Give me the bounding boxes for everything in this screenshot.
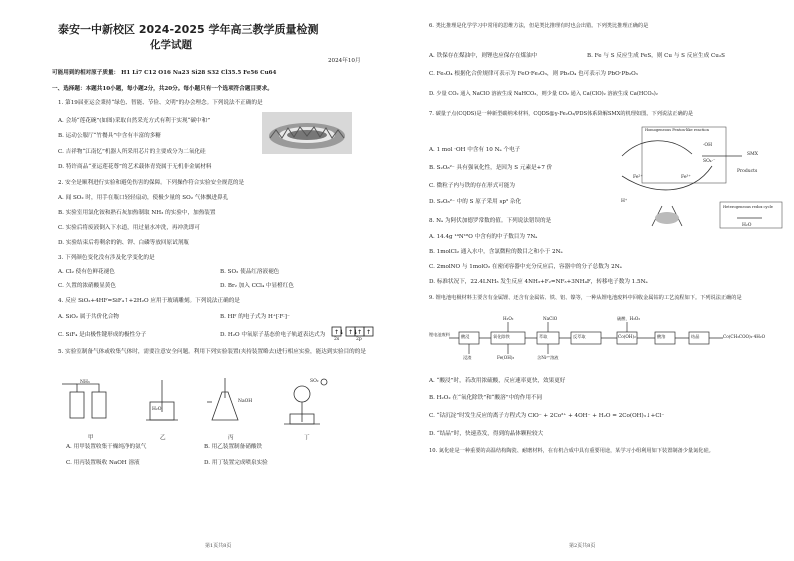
exam-page-right (397, 0, 794, 561)
apparatus-label-yi: 乙 (160, 435, 166, 441)
question-5-stem: 5. 实验室制备气体或收集气体时，需要注意安全问题。利用下列实验装置(夹持装置略去)进行相应实验，能达到实验目的的是 (58, 349, 366, 355)
q7-mechanism-diagram (602, 126, 784, 236)
question-6-stem: 6. 类比推理是化学学习中常用的思维方法，但是类比推理有时也会出错。下列类比推理正确的是 (429, 23, 649, 29)
apparatus-label-ding: 丁 (304, 435, 310, 441)
apparatus-label-bing: 丙 (228, 435, 234, 441)
question-6-option-c: C. Fe₃O₄ 根据化合价规律可表示为 FeO·Fe₂O₃，则 Pb₃O₄ 也可表示为 PbO·Pb₂O₃ (429, 71, 638, 77)
question-2-stem: 2. 安全是顺利进行实验和避免伤害的保障。下列操作符合实验安全规范的是 (58, 180, 245, 186)
question-5-option-b: B. 用乙装置制备硝酸铁 (204, 444, 263, 450)
svg-text:↑↓: ↑↓ (334, 329, 345, 336)
question-8-option-c: C. 2molNO 与 1molO₂ 在密闭容器中充分反应后，容器中的分子总数为 2Nₐ (429, 264, 622, 270)
flow-label-naclo: NaClO (543, 316, 558, 321)
question-2-option-d: D. 实验结束后将剩余的钠、钾、白磷等放回原试剂瓶 (58, 240, 189, 246)
question-9-option-a: A. “酸浸”时，若改用浓硫酸，反应速率更快，效果更好 (429, 378, 566, 384)
question-5-option-a: A. 用甲装置收集干燥纯净的氨气 (66, 444, 147, 450)
apparatus-label-jia: 甲 (88, 435, 94, 441)
question-3-option-c: C. 久置的浓硝酸显黄色 (58, 283, 116, 289)
flow-label-sulfuric-h2o2: 硫酸、H₂O₂ (617, 316, 641, 321)
question-7-option-a: A. 1 mol ·OH 中含有 10 Nₐ 个电子 (429, 147, 521, 153)
orbital-diagram (330, 326, 382, 346)
question-9-option-b: B. H₂O₂ 在“氧化除铁”和“酸溶”中的作用不同 (429, 395, 543, 401)
question-1-option-d: D. 特许商品“亚运莲花尊”的艺术载体青瓷属于无机非金属材料 (58, 164, 212, 170)
question-7-option-c: C. 微粒子内与铁的存在形式可能为 (429, 183, 515, 189)
q9-flow-chart (427, 318, 789, 370)
flow-label-acid-dissolve: 酸溶 (657, 334, 666, 339)
question-9-option-d: D. “结晶”时，快速蒸发，得到的晶体颗粒较大 (429, 431, 544, 437)
exam-title: 泰安一中新校区 2024-2025 学年高三教学质量检测 (58, 23, 319, 36)
question-1-stem: 1. 第19届亚运会秉持“绿色、智能、节俭、文明”的办会理念。下列说法不正确的是 (58, 100, 263, 106)
question-3-stem: 3. 下列颜色变化没有涉及化学变化的是 (58, 255, 155, 261)
question-6-option-a: A. 铁保存在煤油中，则锂也应保存在煤油中 (429, 53, 538, 59)
diagram-label-products: Products (737, 169, 758, 174)
question-3-option-d: D. Br₂ 加入 CCl₄ 中显橙红色 (220, 283, 294, 289)
svg-text:↑↓: ↑↓ (348, 329, 359, 336)
question-10-stem: 10. 氮化硅是一种重要的高温结构陶瓷、耐磨材料，在有机合成中具有重要用途，某学习小组利用如下装置制备少量氮化硅。 (429, 448, 714, 454)
question-2-option-c: C. 实验后将废液倒入下水道，用过量水冲洗，再冲洗即可 (58, 225, 200, 231)
exam-date: 2024年10月 (328, 58, 361, 64)
subject-title: 化学试题 (150, 39, 192, 51)
reagent-label-so2: SO₂ (310, 379, 319, 384)
diagram-label-fe2: Fe²⁺ (633, 175, 643, 180)
orbital-label-2s: 2s (334, 337, 340, 342)
flow-label-nickel-solution: 含Ni²⁺溶液 (537, 355, 559, 360)
question-3-option-a: A. Cl₂ 使有色鲜花褪色 (58, 269, 115, 275)
svg-text:↑: ↑ (366, 329, 372, 336)
section-one-heading: 一、选择题：本题共10小题，每小题2分，共20分。每小题只有一个选项符合题目要求。 (52, 86, 273, 92)
question-8-option-b: B. 1molCl₂ 通入水中，含氯微粒的数目之和小于 2Nₐ (429, 249, 563, 255)
question-8-option-d: D. 标准状况下，22.4LNH₃ 发生反应 4NH₃+F₂=NF₃+3NH₄F，转移电子数为 1.5Nₐ (429, 279, 648, 285)
question-9-option-c: C. “钴沉淀”时发生反应的离子方程式为 ClO⁻ + 2Co²⁺ + 4OH⁻ + H₂O = 2Co(OH)₃↓+Cl⁻ (429, 413, 665, 419)
diagram-label-smx: SMX (747, 152, 758, 157)
page-footer-left: 第1页共8页 (205, 543, 232, 549)
flow-label-crystallize: 结晶 (691, 334, 700, 339)
question-4-stem: 4. 反应 SiO₂+4HF=SiF₄↑+2H₂O 应用于玻璃雕刻。下列说法正确的是 (58, 298, 240, 304)
diagram-label-fe3: Fe³⁺ (681, 175, 691, 180)
flow-label-acid-leach: 酸浸 (461, 334, 470, 339)
atomic-masses: 可能用到的相对原子质量： H1 Li7 C12 O16 Na23 Si28 S32 Cl35.5 Fe56 Cu64 (52, 70, 277, 76)
flow-label-iron-hydroxide: Fe(OH)₃ (497, 355, 515, 360)
diagram-label-h-plus: H⁺ (621, 199, 628, 204)
question-2-option-a: A. 闻 SO₂ 时，用手在瓶口轻轻扇动，使极少量的 SO₂ 气体飘进鼻孔 (58, 195, 229, 201)
flow-label-battery-waste: 锂电池废料 (429, 332, 450, 337)
orbital-label-2p: 2p (356, 337, 362, 342)
flow-label-product: Co(CH₃COO)₂·4H₂O (723, 334, 766, 339)
diagram-label-h2o: H₂O (742, 223, 752, 228)
question-4-option-b: B. HF 的电子式为 H⁺[∶F∶]⁻ (220, 314, 290, 320)
flow-label-leach-residue: 浸渣 (463, 355, 472, 360)
question-1-option-b: B. 运动公服厅“竹餐具”中含有丰富的多糖 (58, 133, 161, 139)
diagram-label-so4: SO₄·⁻ (703, 159, 716, 164)
diagram-label-oh: ·OH (703, 143, 713, 148)
question-8-stem: 8. Nₐ 为阿伏加德罗常数的值。下列说法错误的是 (429, 218, 552, 224)
question-7-stem: 7. 碳量子点(CQDS)是一种新型碳纳米材料，CQDS@γ-Fe₂O₃/PDS体系降解SMX的机理如图。下列说法正确的是 (429, 111, 694, 117)
svg-text:↑: ↑ (357, 329, 363, 336)
flow-label-back-extraction: 反萃取 (573, 334, 586, 339)
flow-label-h2o2: H₂O₂ (503, 316, 514, 321)
flow-label-extraction: 萃取 (539, 334, 548, 339)
question-1-option-c: C. 吉祥物“江南忆”机器人所采用芯片的主要成分为二氧化硅 (58, 149, 206, 155)
q5-apparatus-figure (62, 372, 392, 434)
reagent-label-nh3: NH₃ (80, 380, 90, 385)
question-5-option-d: D. 用丁装置完成喷泉实验 (204, 460, 268, 466)
flow-label-oxidize-remove-iron: 氧化除铁 (493, 334, 510, 339)
reagent-label-h2o: H₂O (152, 407, 162, 412)
page-footer-right: 第2页共8页 (569, 543, 596, 549)
reagent-label-naoh: NaOH (238, 399, 253, 404)
question-3-option-b: B. SO₂ 使品红溶液褪色 (220, 269, 280, 275)
question-9-stem: 9. 锂电池电极材料主要含有金属锂、还含有金属钴、铁、铝、镍等，一种从锂电池废料中回收金属钴的工艺流程如下。下列说法正确的是 (429, 295, 742, 301)
lotus-bowl-photo (262, 112, 352, 154)
question-7-option-d: D. S₂O₈²⁻ 中的 S 原子采用 sp³ 杂化 (429, 199, 522, 205)
diagram-label-homogeneous: Homogeneous Fenton-like reaction (645, 128, 709, 132)
question-6-option-d: D. 少量 CO₂ 通入 NaClO 溶液生成 NaHCO₃，则少量 CO₂ 通入 Ca(ClO)₂ 溶液生成 Ca(HCO₃)₂ (429, 91, 658, 97)
question-7-option-b: B. S₂O₈²⁻ 具有强氧化性，是因为 S 元素是+7 价 (429, 165, 553, 171)
diagram-label-heterogeneous: Heterogeneous redox cycle (723, 205, 773, 209)
question-2-option-b: B. 实验室用氯化铵和熟石灰加热制取 NH₃ 的实验中，加热装置 (58, 210, 216, 216)
question-5-option-c: C. 用丙装置吸收 NaOH 溶液 (66, 460, 140, 466)
flow-label-cobalt-hydroxide: Co(OH)₂ (618, 334, 636, 339)
question-4-option-d: D. H₂O 中氧原子基态价电子轨道表达式为 (220, 332, 326, 338)
question-6-option-b: B. Fe 与 S 反应生成 FeS，则 Cu 与 S 反应生成 Cu₂S (587, 53, 725, 59)
question-8-option-a: A. 14.4g ¹⁴N¹⁸O 中含有的中子数目为 7Nₐ (429, 234, 538, 240)
question-4-option-a: A. SiO₂ 属于共价化合物 (58, 314, 119, 320)
question-4-option-c: C. SiF₄ 是由极性键形成的极性分子 (58, 332, 147, 338)
question-1-option-a: A. 会场“莲花碗”(如图)采取自然采光方式有利于实现“碳中和” (58, 118, 211, 124)
